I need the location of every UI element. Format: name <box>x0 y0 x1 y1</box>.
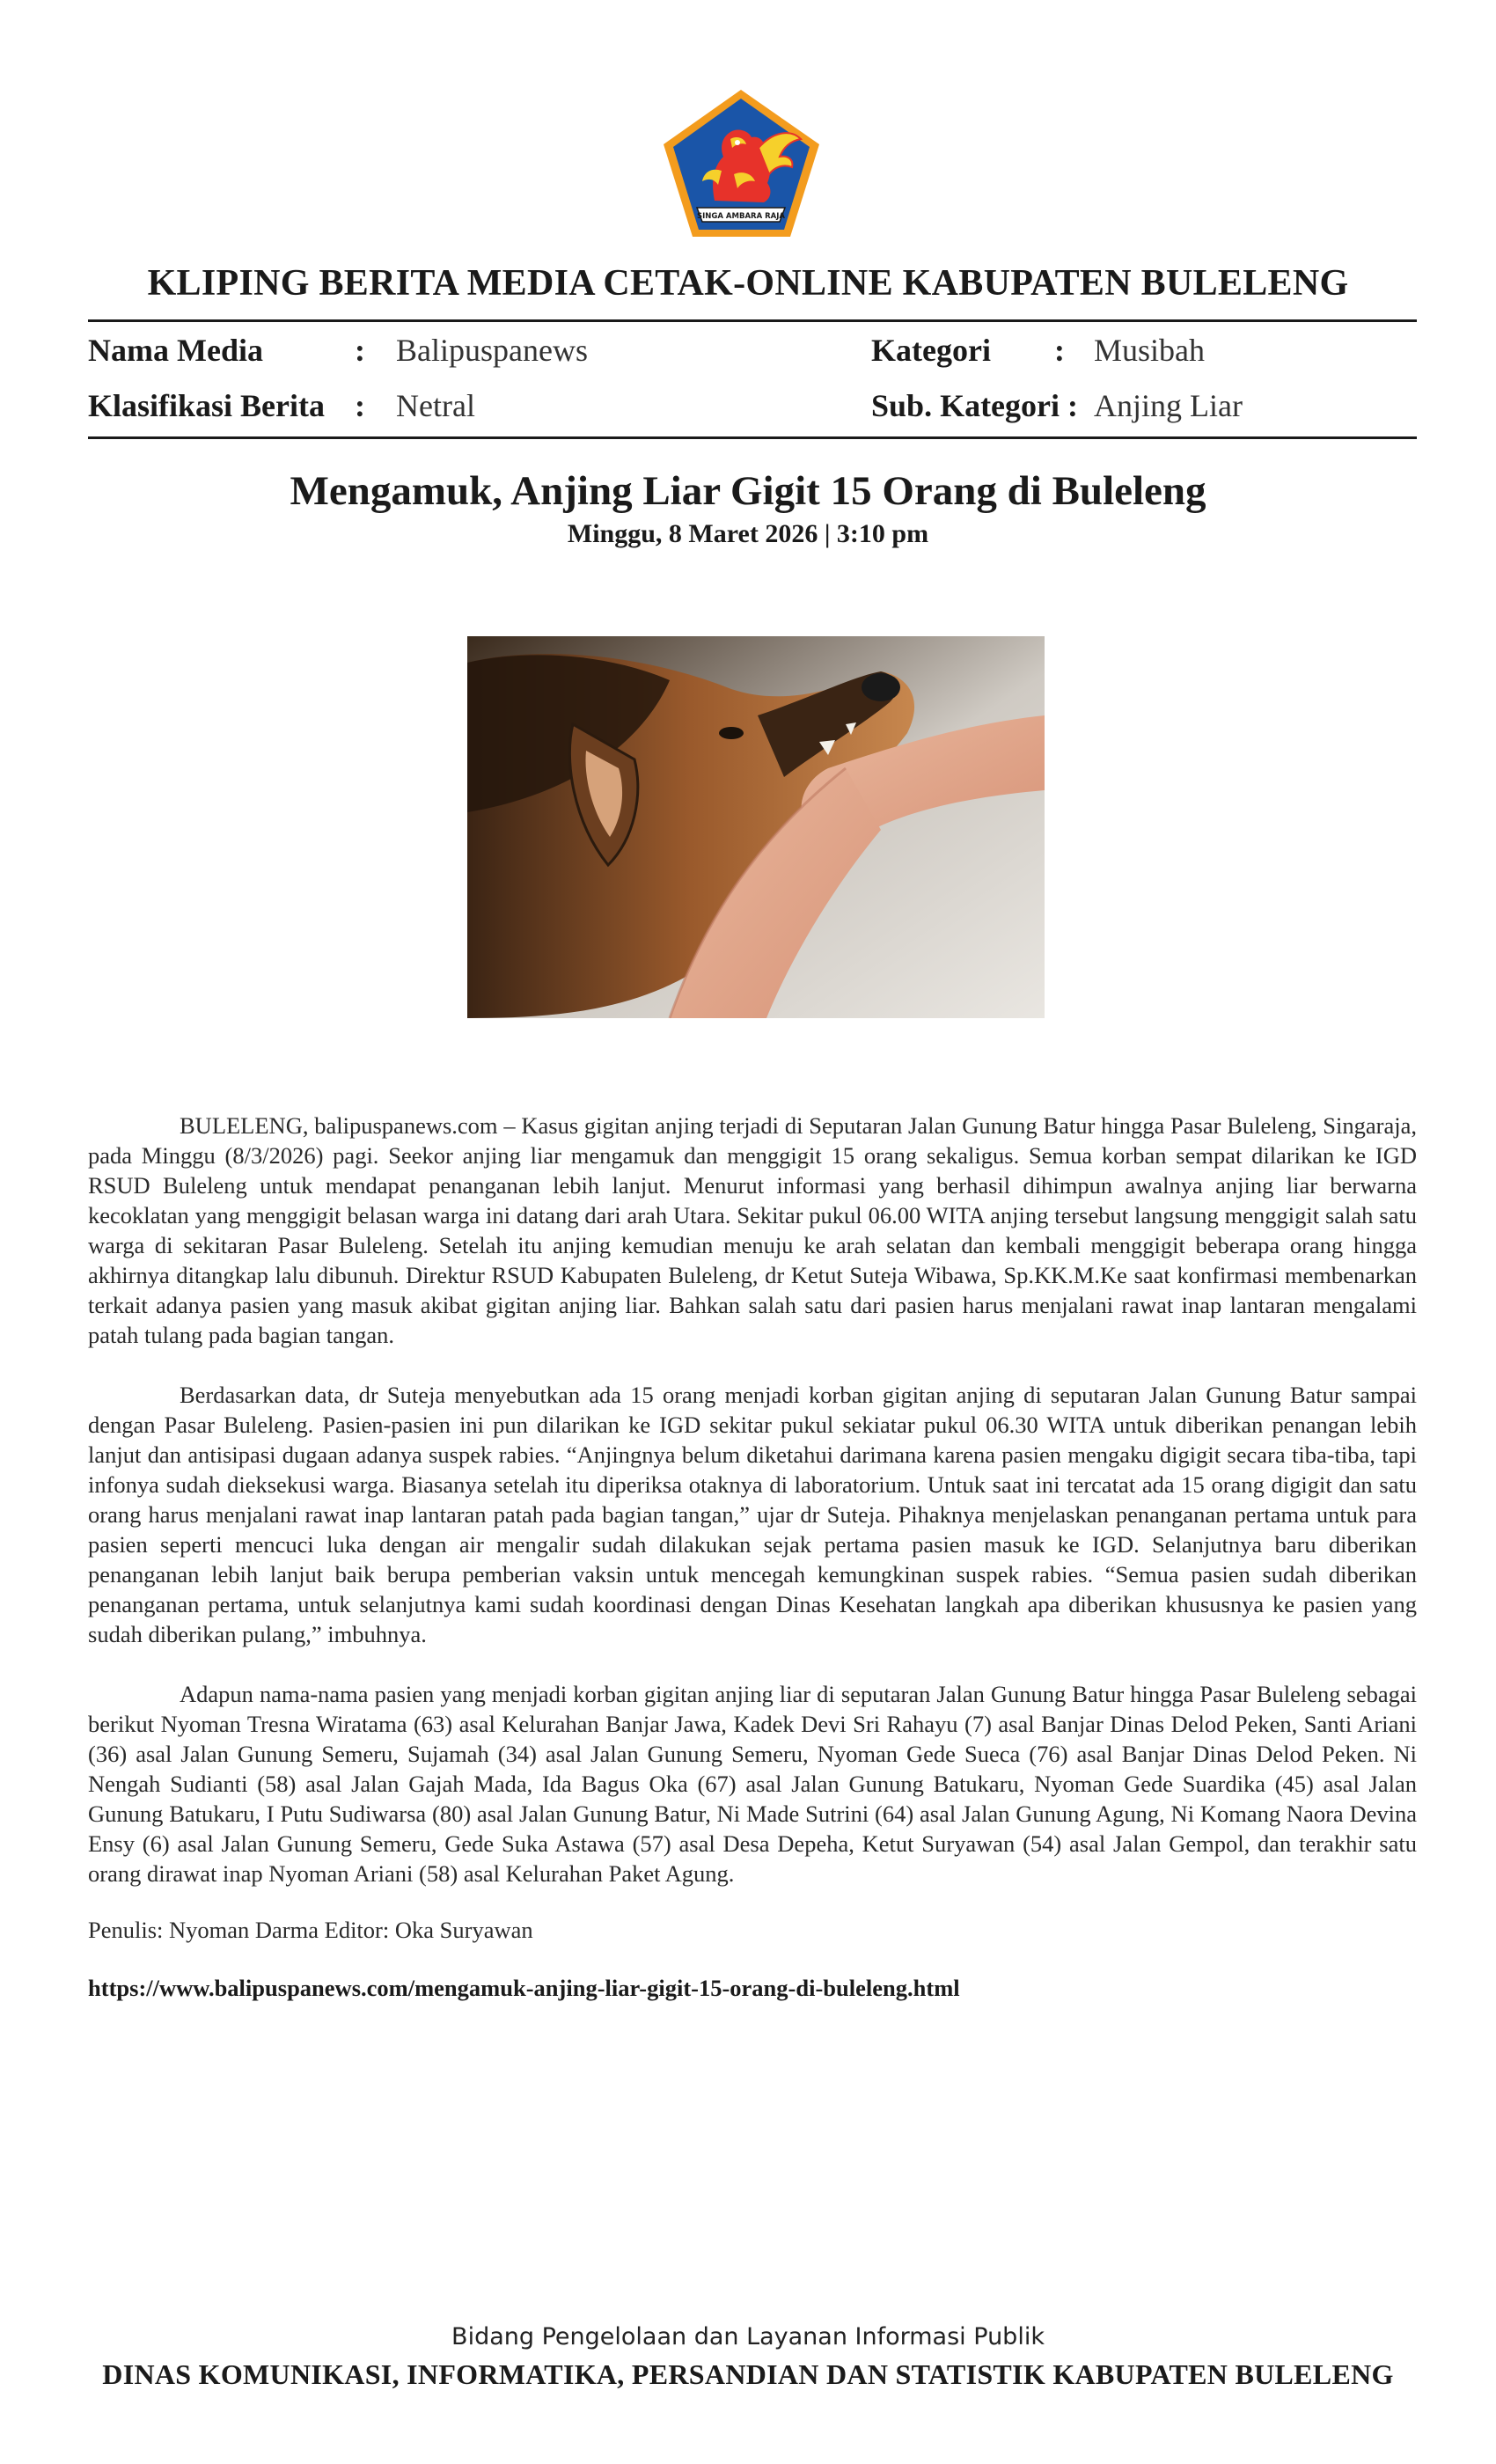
footer-department: Bidang Pengelolaan dan Layanan Informasi Publik <box>451 2323 1045 2350</box>
klasifikasi-value: Netral <box>396 388 475 423</box>
svg-text:SINGA AMBARA RAJA: SINGA AMBARA RAJA <box>697 212 785 221</box>
article-title: Mengamuk, Anjing Liar Gigit 15 Orang di Buleleng <box>290 468 1206 514</box>
footer-agency: DINAS KOMUNIKASI, INFORMATIKA, PERSANDIAN DAN STATISTIK KABUPATEN BULELENG <box>102 2358 1394 2390</box>
meta-row-1 <box>88 332 1417 374</box>
article-date: Minggu, 8 Maret 2026 | 3:10 pm <box>567 519 929 548</box>
article-photo <box>467 636 1045 1018</box>
nama-media-colon: : <box>355 333 365 368</box>
article-body <box>88 1111 1417 1918</box>
kategori-colon: : <box>1054 333 1065 368</box>
article-byline: Penulis: Nyoman Darma Editor: Oka Suryawan <box>88 1917 533 1943</box>
page-title: KLIPING BERITA MEDIA CETAK-ONLINE KABUPATEN BULELENG <box>147 263 1349 304</box>
meta-row-2 <box>88 387 1417 429</box>
buleleng-regency-crest-icon <box>660 86 823 240</box>
header-divider-bottom <box>88 436 1417 439</box>
kategori-value: Musibah <box>1094 333 1205 368</box>
dog-biting-arm-photo <box>467 636 1045 1018</box>
source-url-link[interactable]: https://www.balipuspanews.com/mengamuk-anjing-liar-gigit-15-orang-di-buleleng.html <box>88 1975 960 2001</box>
article-paragraph: Adapun nama-nama pasien yang menjadi korban gigitan anjing liar di seputaran Jalan Gunung Batur hingga Pasar Buleleng sebagai berikut Nyoman Tresna Wiratama (63) asal Kelurahan Banjar Jawa, Kadek Devi Sri Rahayu (7) asal Banjar Dinas Delod Peken, Santi Ariani (36) asal Jalan Gunung Semeru, Sujamah (34) asal Jalan Gunung Semeru, Nyoman Gede Sueca (76) asal Banjar Dinas Delod Peken. Ni Nengah Sudianti (58) asal Jalan Gajah Mada, Ida Bagus Oka (67) asal Jalan Gunung Batukaru, Nyoman Gede Suardika (45) asal Jalan Gunung Batukaru, I Putu Sudiwarsa (80) asal Jalan Gunung Batur, Ni Made Sutrini (64) asal Jalan Gunung Agung, Ni Komang Naora Devina Ensy (6) asal Jalan Gunung Semeru, Gede Suka Astawa (57) asal Desa Depeha, Ketut Suryawan (54) asal Jalan Gempol, dan terakhir satu orang dirawat inap Nyoman Ariani (58) asal Kelurahan Paket Agung. <box>88 1681 1417 1887</box>
article-paragraph: BULELENG, balipuspanews.com – Kasus gigitan anjing terjadi di Seputaran Jalan Gunung Batur hingga Pasar Buleleng, Singaraja, pada Minggu (8/3/2026) pagi. Seekor anjing liar mengamuk dan menggigit 15 orang sekaligus. Semua korban sempat dilarikan ke IGD RSUD Buleleng untuk mendapat penanganan lebih lanjut. Menurut informasi yang berhasil dihimpun awalnya anjing liar berwarna kecoklatan yang menggigit belasan warga ini datang dari arah Utara. Sekitar pukul 06.00 WITA anjing tersebut langsung menggigit salah satu warga di sekitaran Pasar Buleleng. Setelah itu anjing kemudian menuju ke arah selatan dan kembali menggigit beberapa orang hingga akhirnya ditangkap lalu dibunuh. Direktur RSUD Kabupaten Buleleng, dr Ketut Suteja Wibawa, Sp.KK.M.Ke saat konfirmasi membenarkan terkait adanya pasien yang masuk akibat gigitan anjing liar. Bahkan salah satu dari pasien harus menjalani rawat inap lantaran mengalami patah tulang pada bagian tangan. <box>88 1112 1417 1348</box>
header-divider-top <box>88 319 1417 322</box>
kategori-label: Kategori <box>871 333 991 368</box>
klasifikasi-label: Klasifikasi Berita <box>88 388 325 423</box>
sub-kategori-label: Sub. Kategori : <box>871 388 1079 423</box>
sub-kategori-value: Anjing Liar <box>1094 388 1243 423</box>
nama-media-label: Nama Media <box>88 333 263 368</box>
nama-media-value: Balipuspanews <box>396 333 588 368</box>
article-paragraph: Berdasarkan data, dr Suteja menyebutkan ada 15 orang menjadi korban gigitan anjing di seputaran Jalan Gunung Batur sampai dengan Pasar Buleleng. Pasien-pasien ini pun dilarikan ke IGD sekitar pukul sekiatar pukul 06.30 WITA untuk diberikan penangan lebih lanjut dan antisipasi dugaan adanya suspek rabies. “Anjingnya belum diketahui darimana karena pasien mengaku digigit secara tiba-tiba, tapi infonya sudah dieksekusi warga. Biasanya setelah itu diperiksa otaknya di laboratorium. Untuk saat ini tercatat ada 15 orang digigit dan satu orang harus menjalani rawat inap lantaran patah pada bagian tangan,” ujar dr Suteja. Pihaknya menjelaskan penanganan pertama untuk para pasien seperti mencuci luka dengan air mengalir sudah dilakukan sejak pertama pasien masuk ke IGD. Selanjutnya baru diberikan penanganan lebih lanjut baik berupa pemberian vaksin untuk mencegah kemungkinan suspek rabies. “Semua pasien sudah diberikan penanganan pertama, untuk selanjutnya kami sudah koordinasi dengan Dinas Kesehatan langkah apa diberikan khususnya ke pasien yang sudah diberikan pulang,” imbuhnya. <box>88 1382 1417 1647</box>
klasifikasi-colon: : <box>355 388 365 423</box>
